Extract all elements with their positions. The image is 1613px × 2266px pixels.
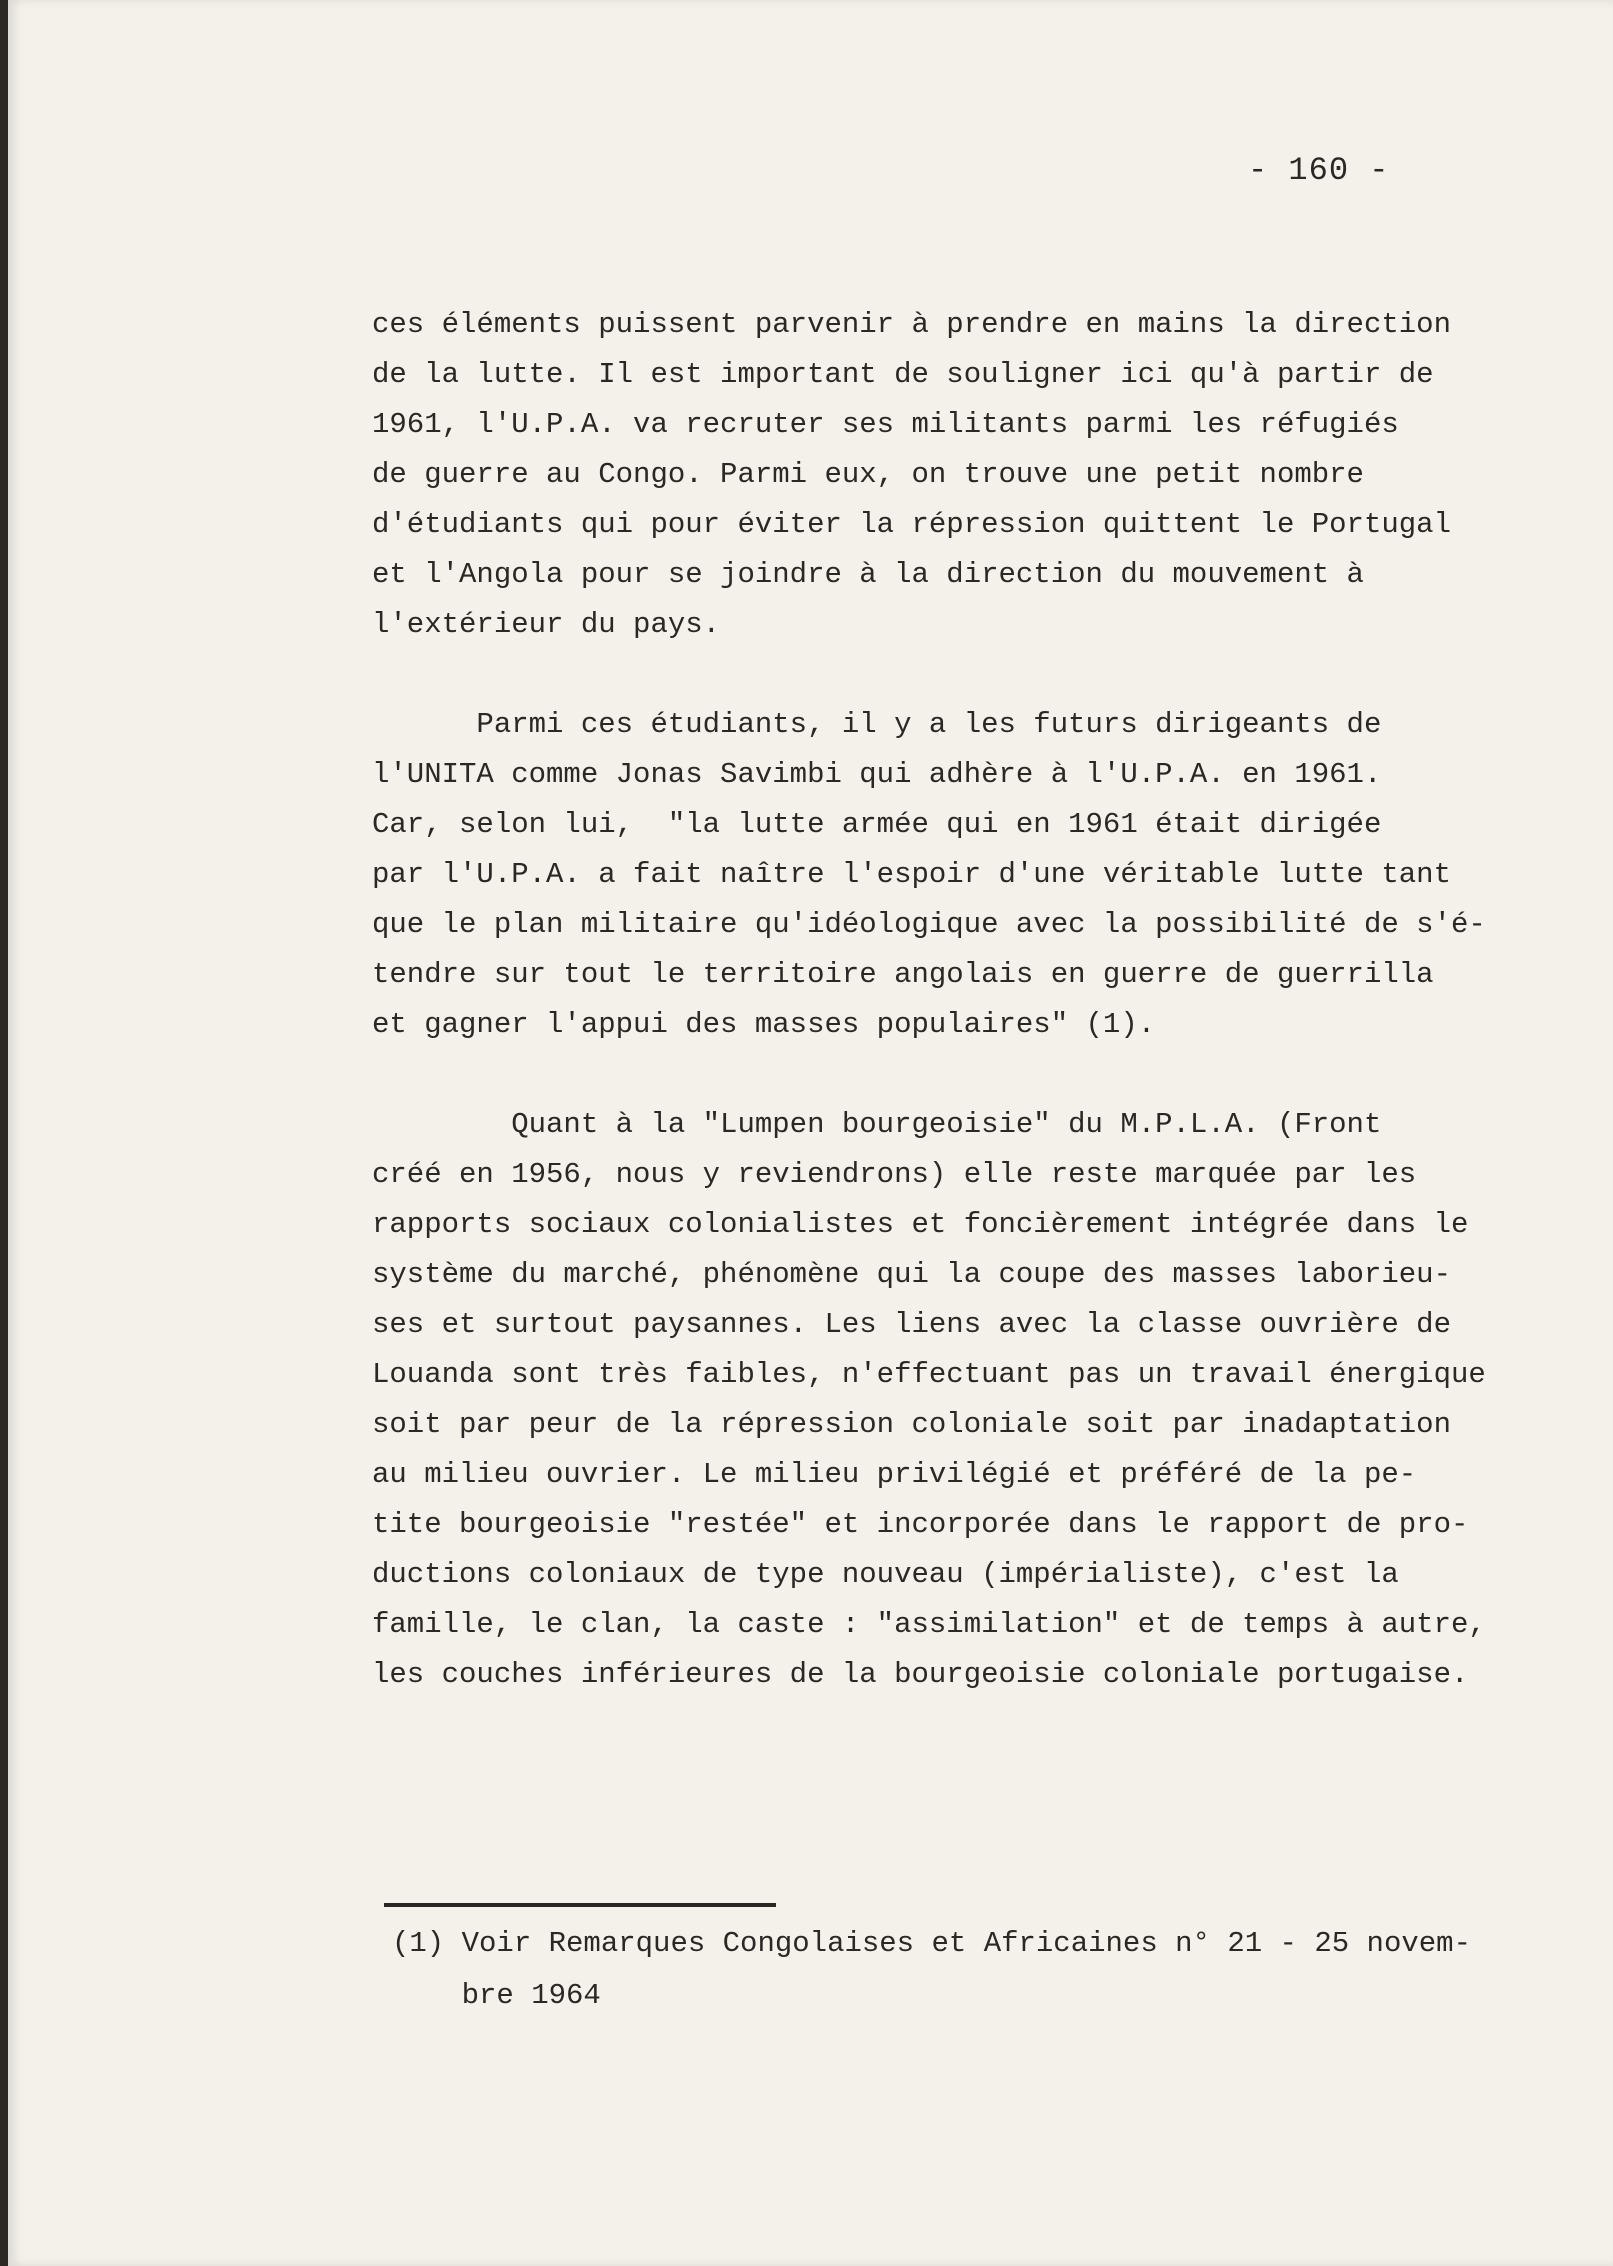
- text-line: Car, selon lui, "la lutte armée qui en 1961 était dirigée: [372, 808, 1382, 841]
- text-line: de la lutte. Il est important de souligner ici qu'à partir de: [372, 358, 1434, 391]
- text-line: et l'Angola pour se joindre à la direction du mouvement à: [372, 558, 1364, 591]
- document-page: [8, 0, 1613, 2266]
- paragraph-spacer: [372, 1050, 1522, 1100]
- footnote: [392, 1918, 1532, 2022]
- text-line: l'UNITA comme Jonas Savimbi qui adhère à l'U.P.A. en 1961.: [372, 758, 1382, 791]
- text-line: Parmi ces étudiants, il y a les futurs dirigeants de: [372, 708, 1382, 741]
- text-line: l'extérieur du pays.: [372, 608, 721, 641]
- text-line: tite bourgeoisie "restée" et incorporée dans le rapport de pro-: [372, 1508, 1469, 1541]
- text-line: par l'U.P.A. a fait naître l'espoir d'une véritable lutte tant: [372, 858, 1451, 891]
- text-line: ses et surtout paysannes. Les liens avec la classe ouvrière de: [372, 1308, 1451, 1341]
- text-line: ductions coloniaux de type nouveau (impérialiste), c'est la: [372, 1558, 1399, 1591]
- paragraph-1: [372, 300, 1522, 650]
- text-line: au milieu ouvrier. Le milieu privilégié et préféré de la pe-: [372, 1458, 1417, 1491]
- text-line: soit par peur de la répression coloniale soit par inadaptation: [372, 1408, 1451, 1441]
- text-line: Quant à la "Lumpen bourgeoisie" du M.P.L.A. (Front: [372, 1108, 1382, 1141]
- text-line: tendre sur tout le territoire angolais en guerre de guerrilla: [372, 958, 1434, 991]
- text-line: ces éléments puissent parvenir à prendre en mains la direction: [372, 308, 1451, 341]
- paragraph-2: [372, 700, 1522, 1050]
- paragraph-3: [372, 1100, 1522, 1700]
- text-line: rapports sociaux colonialistes et foncièrement intégrée dans le: [372, 1208, 1469, 1241]
- text-line: créé en 1956, nous y reviendrons) elle reste marquée par les: [372, 1158, 1417, 1191]
- text-line: famille, le clan, la caste : "assimilation" et de temps à autre,: [372, 1608, 1486, 1641]
- text-line: de guerre au Congo. Parmi eux, on trouve une petit nombre: [372, 458, 1364, 491]
- body-text: [372, 300, 1522, 1700]
- paragraph-spacer: [372, 650, 1522, 700]
- text-line: système du marché, phénomène qui la coupe des masses laborieu-: [372, 1258, 1451, 1291]
- page-number: - 160 -: [1248, 152, 1390, 189]
- text-line: les couches inférieures de la bourgeoisie coloniale portugaise.: [372, 1658, 1469, 1691]
- footnote-line: (1) Voir Remarques Congolaises et Africaines n° 21 - 25 novem-: [392, 1927, 1471, 1960]
- text-line: d'étudiants qui pour éviter la répression quittent le Portugal: [372, 508, 1451, 541]
- text-line: que le plan militaire qu'idéologique avec la possibilité de s'é-: [372, 908, 1486, 941]
- footnote-separator: [384, 1903, 776, 1907]
- footnote-line: bre 1964: [392, 1979, 601, 2012]
- text-line: 1961, l'U.P.A. va recruter ses militants parmi les réfugiés: [372, 408, 1399, 441]
- text-line: et gagner l'appui des masses populaires" (1).: [372, 1008, 1156, 1041]
- text-line: Louanda sont très faibles, n'effectuant pas un travail énergique: [372, 1358, 1486, 1391]
